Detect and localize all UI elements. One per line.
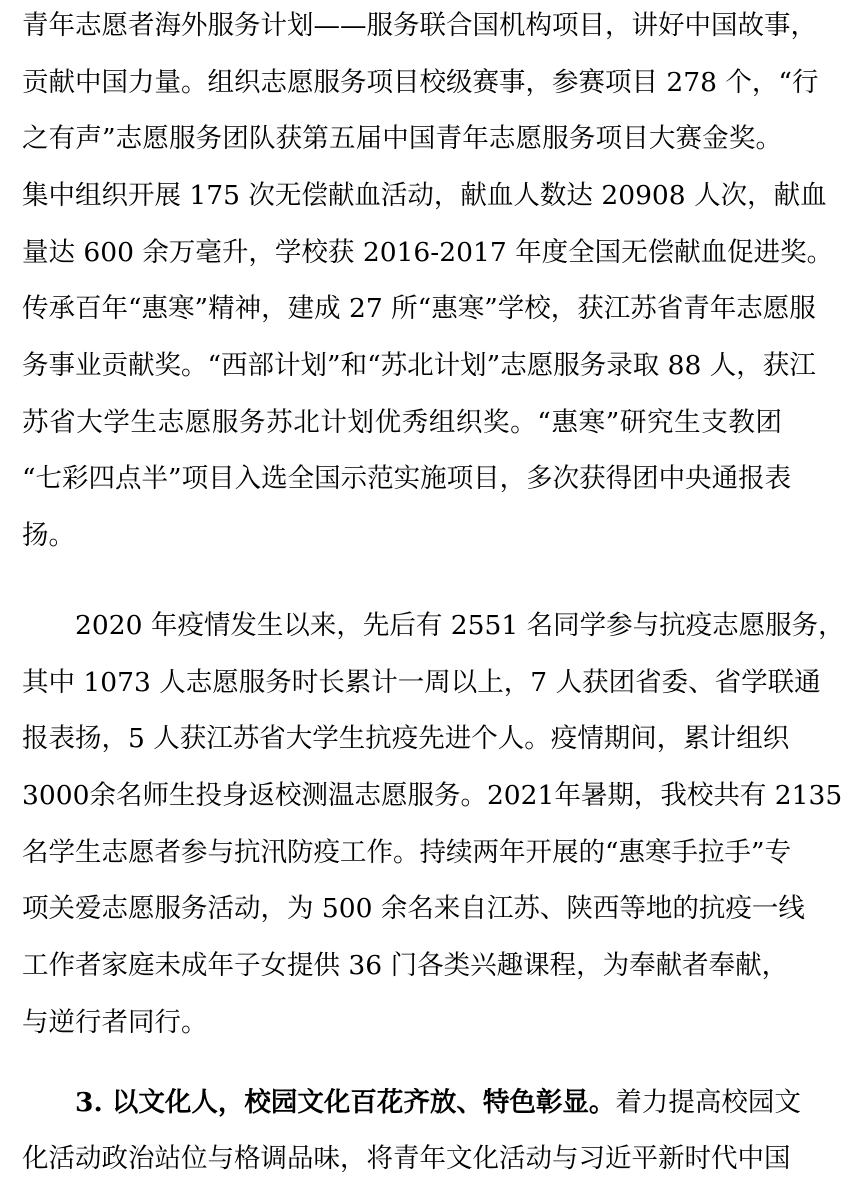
text-line: 其中 1073 人志愿服务时长累计一周以上，7 人获团省委、省学联通	[22, 667, 821, 698]
text-line	[75, 1077, 801, 1129]
text-line: 3000余名师生投身返校测温志愿服务。2021年暑期，我校共有 2135	[22, 780, 843, 811]
text-line: 贡献中国力量。组织志愿服务项目校级赛事，参赛项目 278 个，“行	[22, 67, 819, 98]
text-line: 化活动政治站位与格调品味，将青年文化活动与习近平新时代中国	[22, 1143, 791, 1174]
text-line: 名学生志愿者参与抗汛防疫工作。持续两年开展的“惠寒手拉手”专	[22, 837, 792, 868]
text-line: 项关爱志愿服务活动，为 500 余名来自江苏、陕西等地的抗疫一线	[22, 893, 805, 924]
text-line: 扬。	[22, 520, 75, 551]
text-line: 与逆行者同行。	[22, 1007, 208, 1038]
text-line: “七彩四点半”项目入选全国示范实施项目，多次获得团中央通报表	[22, 463, 792, 494]
text-line: 青年志愿者海外服务计划——服务联合国机构项目，讲好中国故事，	[22, 10, 817, 41]
text-line: 2020 年疫情发生以来，先后有 2551 名同学参与抗疫志愿服务，	[75, 610, 845, 641]
text-line: 传承百年“惠寒”精神，建成 27 所“惠寒”学校，获江苏省青年志愿服	[22, 293, 816, 324]
heading-line-rest: 着力提高校园文	[615, 1087, 801, 1118]
text-line: 苏省大学生志愿服务苏北计划优秀组织奖。“惠寒”研究生支教团	[22, 407, 782, 438]
text-line: 之有声”志愿服务团队获第五届中国青年志愿服务项目大赛金奖。	[22, 123, 782, 154]
text-line: 量达 600 余万毫升，学校获 2016-2017 年度全国无偿献血促进奖。	[22, 237, 834, 268]
text-line: 集中组织开展 175 次无偿献血活动，献血人数达 20908 人次，献血	[22, 180, 827, 211]
text-line: 工作者家庭未成年子女提供 36 门各类兴趣课程，为奉献者奉献，	[22, 950, 789, 981]
text-line: 报表扬，5 人获江苏省大学生抗疫先进个人。疫情期间，累计组织	[22, 723, 790, 754]
section-heading: 3. 以文化人，校园文化百花齐放、特色彰显。	[75, 1087, 616, 1118]
text-line: 务事业贡献奖。“西部计划”和“苏北计划”志愿服务录取 88 人，获江	[22, 350, 816, 381]
